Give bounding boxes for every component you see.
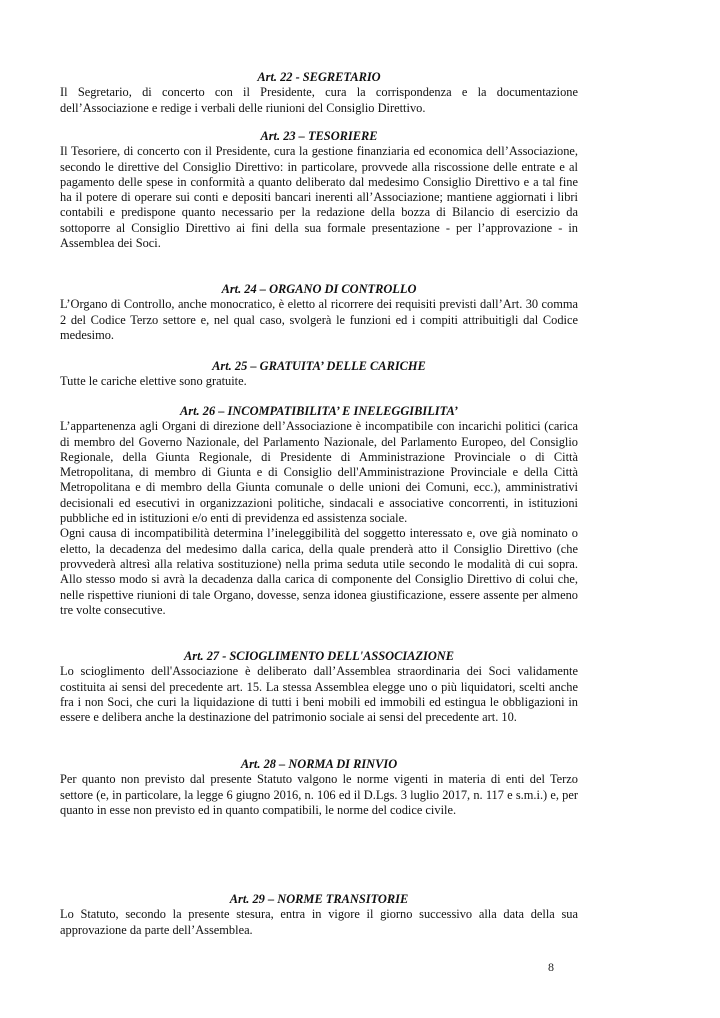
- article-title: Art. 23 – TESORIERE: [260, 129, 378, 143]
- article-22: [60, 70, 578, 116]
- page-number: 8: [548, 960, 554, 974]
- article-title: Art. 22 - SEGRETARIO: [257, 70, 381, 84]
- article-title: Art. 27 - SCIOGLIMENTO DELL'ASSOCIAZIONE: [183, 649, 454, 663]
- article-28: [60, 757, 578, 818]
- article-title: Art. 26 – INCOMPATIBILITA’ E INELEGGIBILITA’: [180, 404, 458, 418]
- article-title: Art. 29 – NORME TRANSITORIE: [229, 892, 409, 906]
- article-23: [60, 129, 578, 251]
- article-paragraph: Ogni causa di incompatibilità determina l’ineleggibilità del soggetto interessato e, ove già nominato o eletto, la decadenza del medesimo dalla carica, della quale prenderà atto il Consiglio Direttivo (che provvederà altresì alla relativa sostituzione) nella prima seduta utile secondo le modalità di cui sopra. Allo stesso modo si avrà la decadenza dalla carica di componente del Consiglio Direttivo di colui che, nelle rispettive riunioni di tale Organo, dovesse, senza idonea giustificazione, essere assente per almeno tre volte consecutive.: [60, 526, 578, 617]
- article-paragraph: Lo Statuto, secondo la presente stesura, entra in vigore il giorno successivo alla data della sua approvazione da parte dell’Assemblea.: [60, 907, 578, 937]
- article-27: [60, 649, 578, 725]
- article-paragraph: L’appartenenza agli Organi di direzione dell’Associazione è incompatibile con incarichi politici (carica di membro del Governo Nazionale, del Parlamento Nazionale, del Parlamento Europeo, del Consiglio Regionale, della Giunta Regionale, di Presidente di Amministrazione Provinciale o di Città Metropolitana, di membro di Giunta e di Consiglio dell'Amministrazione Provinciale e della Città Metropolitana e di membro della Giunta comunale o delle unioni dei Comuni, ecc.), amministrativi decisionali ed esecutivi in organizzazioni politiche, sindacali e associative concorrenti, in istituzioni pubbliche ed in istituzioni e/o enti di previdenza ed assistenza sociale.: [60, 419, 578, 526]
- article-paragraph: L’Organo di Controllo, anche monocratico, è eletto al ricorrere dei requisiti previsti dall’Art. 30 comma 2 del Codice Terzo settore e, nel qual caso, svolgerà le funzioni ed i compiti attribuitigli dal Codice medesimo.: [60, 297, 578, 342]
- article-paragraph: Per quanto non previsto dal presente Statuto valgono le norme vigenti in materia di enti del Terzo settore (e, in particolare, la legge 6 giugno 2016, n. 106 ed il D.Lgs. 3 luglio 2017, n. 117 e s.m.i.) e, per quanto in esse non previsto ed in quanto compatibili, le norme del codice civile.: [60, 772, 578, 817]
- article-paragraph: Il Tesoriere, di concerto con il Presidente, cura la gestione finanziaria ed economica dell’Associazione, secondo le direttive del Consiglio Direttivo: in particolare, provvede alla riscossione delle entrate e al pagamento delle spese in conformità a quanto deliberato dal medesimo Consiglio Direttivo e a tal fine ha il potere di operare sui conti e depositi bancari inerenti all’Associazione; mantiene aggiornati i libri contabili e predispone quanto necessario per la redazione della bozza di Bilancio di esercizio da sottoporre al Consiglio Direttivo ai fini della sua formale presentazione - per l’approvazione - in Assemblea dei Soci.: [60, 144, 578, 251]
- article-29: [60, 892, 578, 938]
- article-title: Art. 28 – NORMA DI RINVIO: [240, 757, 398, 771]
- article-title: Art. 24 – ORGANO DI CONTROLLO: [221, 282, 417, 296]
- article-25: [60, 359, 578, 390]
- article-26: [60, 404, 578, 618]
- article-24: [60, 282, 578, 343]
- article-title: Art. 25 – GRATUITA’ DELLE CARICHE: [212, 359, 426, 373]
- article-paragraph: Lo scioglimento dell'Associazione è deliberato dall’Assemblea straordinaria dei Soci validamente costituita ai sensi del precedente art. 15. La stessa Assemblea elegge uno o più liquidatori, scelti anche fra i non Soci, che curi la liquidazione di tutti i beni mobili ed immobili ed estingua le obbligazioni in essere e delibera anche la destinazione del patrimonio sociale ai sensi del precedente art. 10.: [60, 664, 578, 725]
- article-paragraph: Tutte le cariche elettive sono gratuite.: [60, 374, 247, 389]
- article-paragraph: Il Segretario, di concerto con il Presidente, cura la corrispondenza e la documentazione dell’Associazione e redige i verbali delle riunioni del Consiglio Direttivo.: [60, 85, 578, 115]
